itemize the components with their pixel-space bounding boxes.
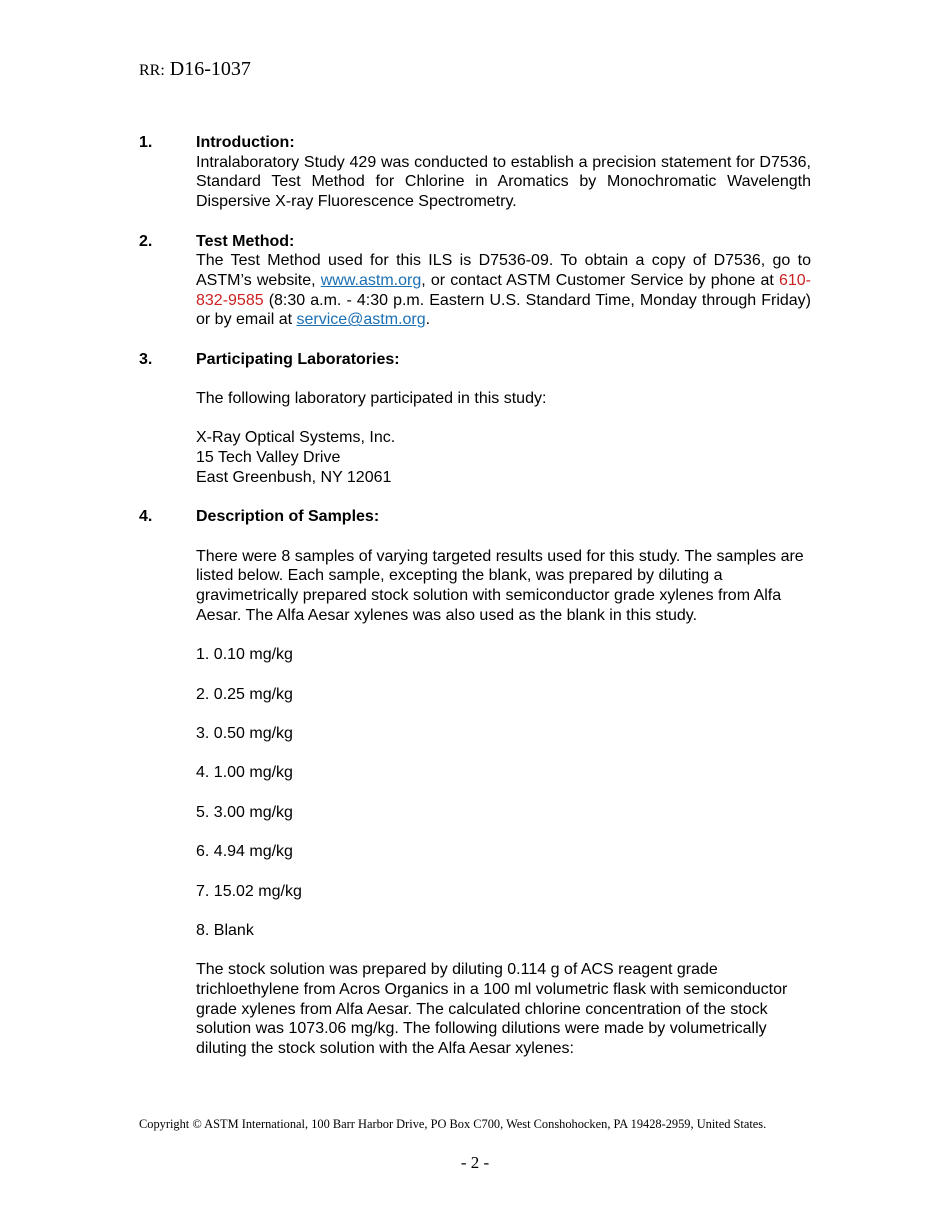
- phone-number: 610-832-9585: [196, 271, 812, 309]
- stock-solution-paragraph: The stock solution was prepared by diluting 0.114 g of ACS reagent grade trichloethylene from Acros Organics in a 100 ml volumetric flask with semiconductor grade xylenes from Alfa Aesar. The calculated chlorine concentration of the stock solution was 1073.06 mg/kg. The following dilutions were made by volumetrically diluting the stock solution with the Alfa Aesar xylenes:: [196, 961, 788, 1058]
- sample-item: 7. 15.02 mg/kg: [196, 882, 302, 900]
- lab-name: X-Ray Optical Systems, Inc.: [196, 429, 396, 447]
- text-fragment: .: [425, 311, 431, 329]
- sample-item: 3. 0.50 mg/kg: [196, 724, 293, 742]
- text-fragment: (8:30 a.m. - 4:30 p.m. Eastern U.S. Standard Time, Monday through Friday) or by email at: [196, 291, 811, 329]
- section-title: Participating Laboratories:: [196, 350, 400, 368]
- text-fragment: The Test Method used for this ILS is D7536-09. To obtain a copy of D7536, go to ASTM’s website,: [196, 252, 811, 289]
- sample-item: 1. 0.10 mg/kg: [196, 646, 293, 664]
- section-paragraph: [196, 251, 811, 330]
- document-body: [139, 133, 811, 1059]
- section-title: Description of Samples:: [196, 508, 380, 526]
- section-number: 1.: [139, 134, 153, 151]
- section-description-of-samples: [139, 507, 811, 1059]
- email-link[interactable]: service@astm.org: [296, 311, 426, 329]
- sample-item: 6. 4.94 mg/kg: [196, 843, 293, 861]
- report-number-value: D16-1037: [169, 58, 251, 80]
- section-title: Introduction:: [196, 134, 295, 151]
- website-link[interactable]: www.astm.org: [320, 271, 422, 289]
- sample-item: 8. Blank: [196, 921, 254, 939]
- copyright-footer: Copyright © ASTM International, 100 Barr Harbor Drive, PO Box C700, West Conshohocken, PA 19428-2959, United States.: [139, 1117, 767, 1131]
- lab-city: East Greenbush, NY 12061: [196, 468, 392, 486]
- section-introduction: [139, 133, 811, 212]
- section-number: 2.: [139, 232, 153, 250]
- page-number: - 2 -: [460, 1153, 490, 1172]
- section-paragraph: Intralaboratory Study 429 was conducted to establish a precision statement for D7536, Standard Test Method for Chlorine in Aromatics by Monochromatic Wavelength Dispersive X-ray Fluorescence Spectrometry.: [196, 153, 811, 211]
- lab-street: 15 Tech Valley Drive: [196, 449, 341, 467]
- section-paragraph: The following laboratory participated in this study:: [196, 390, 547, 408]
- report-number-label: RR:: [139, 62, 165, 79]
- section-number: 4.: [139, 508, 153, 526]
- section-participating-laboratories: [139, 350, 811, 488]
- section-test-method: [139, 232, 811, 331]
- sample-item: 5. 3.00 mg/kg: [196, 803, 293, 821]
- text-fragment: , or contact ASTM Customer Service by phone at: [421, 271, 779, 289]
- sample-item: 2. 0.25 mg/kg: [196, 685, 293, 703]
- section-title: Test Method:: [196, 232, 295, 250]
- report-number: [139, 56, 251, 84]
- sample-list: [196, 645, 811, 940]
- section-number: 3.: [139, 350, 153, 368]
- sample-item: 4. 1.00 mg/kg: [196, 764, 293, 782]
- section-paragraph: There were 8 samples of varying targeted results used for this study. The samples are listed below. Each sample, excepting the blank, was prepared by diluting a gravimetrically prepared stock solution with semiconductor grade xylenes from Alfa Aesar. The Alfa Aesar xylenes was also used as the blank in this study.: [196, 547, 804, 624]
